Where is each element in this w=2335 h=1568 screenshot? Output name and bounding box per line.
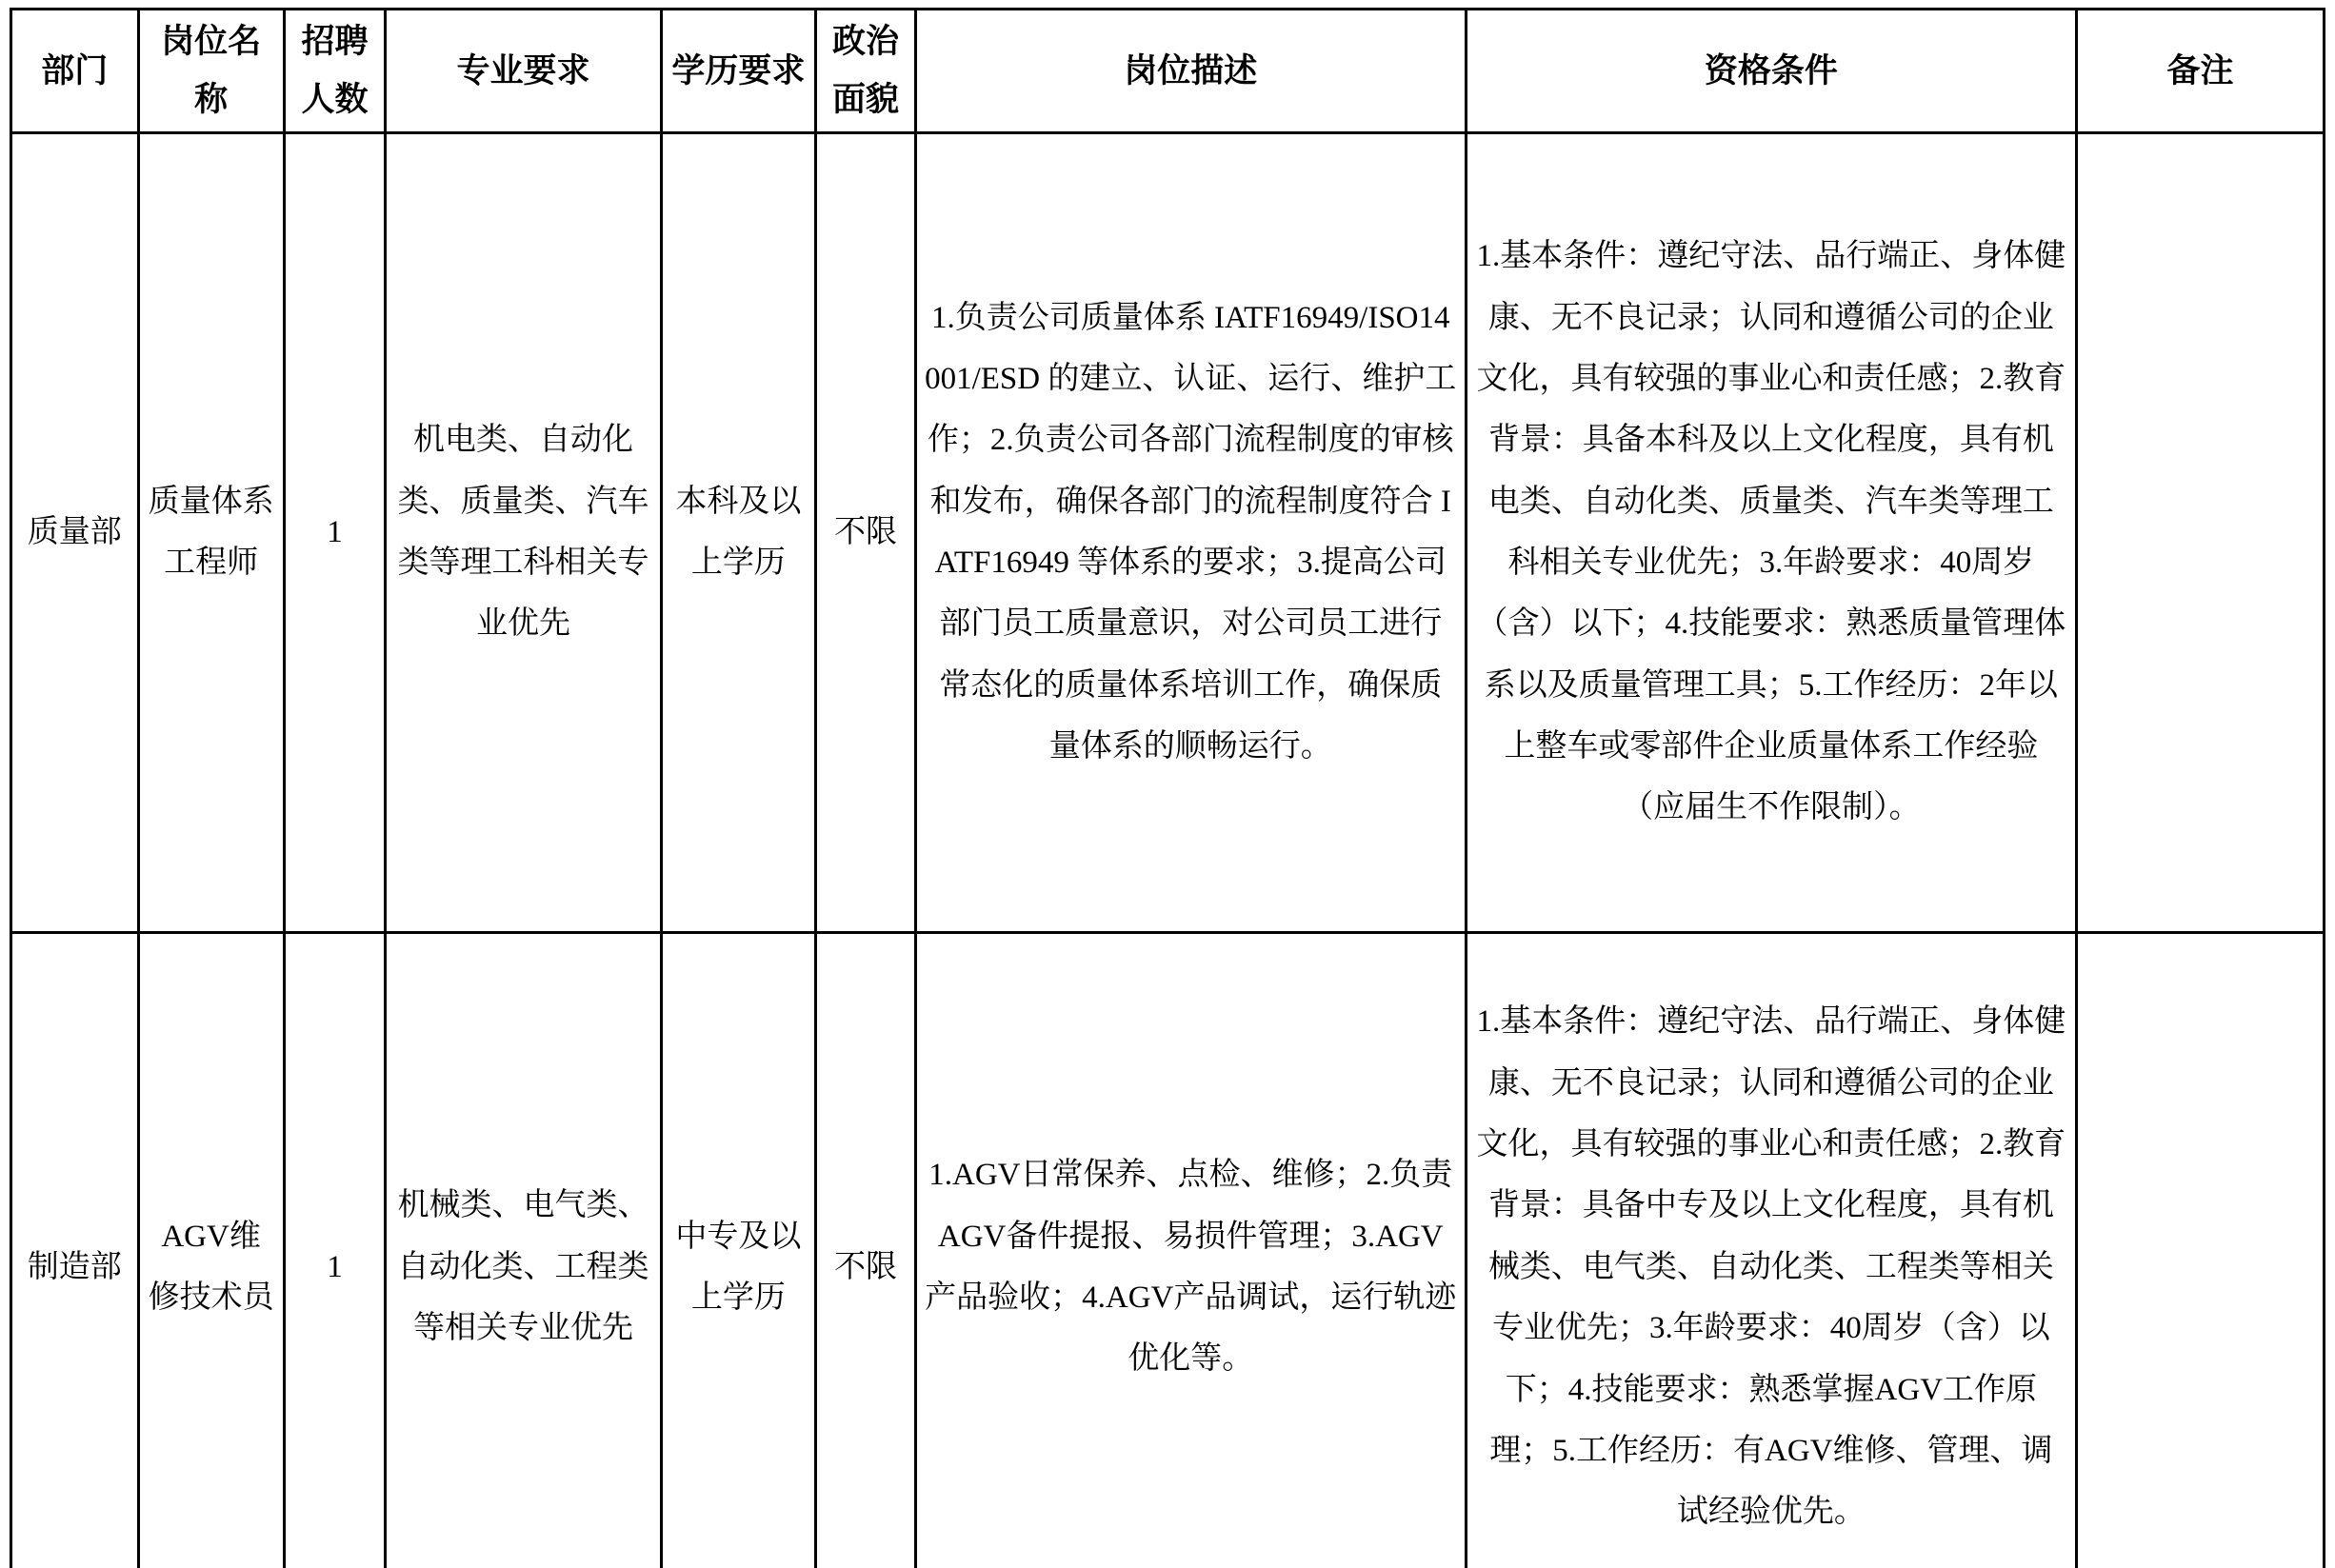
cell-qualifications: 1.基本条件：遵纪守法、品行端正、身体健康、无不良记录；认同和遵循公司的企业文化，具有较强的事业心和责任感；2.教育背景：具备中专及以上文化程度，具有机械类、电气类、自动化类、工程类等相关专业优先；3.年龄要求：40周岁（含）以下；4.技能要求：熟悉掌握AGV工作原理；5.工作经历：有AGV维修、管理、调试经验优先。 (1466, 932, 2076, 1568)
header-remark: 备注 (2077, 10, 2325, 133)
cell-political-status: 不限 (816, 132, 915, 932)
header-job-description: 岗位描述 (915, 10, 1466, 133)
header-position: 岗位名称 (138, 10, 284, 133)
table-header-row (11, 10, 2325, 133)
cell-job-description: 1.负责公司质量体系 IATF16949/ISO14001/ESD 的建立、认证、运行、维护工作；2.负责公司各部门流程制度的审核和发布，确保各部门的流程制度符合 IATF16949 等体系的要求；3.提高公司部门员工质量意识，对公司员工进行常态化的质量体系培训工作，确保质量体系的顺畅运行。 (915, 132, 1466, 932)
cell-position: AGV维修技术员 (138, 932, 284, 1568)
cell-qualifications: 1.基本条件：遵纪守法、品行端正、身体健康、无不良记录；认同和遵循公司的企业文化，具有较强的事业心和责任感；2.教育背景：具备本科及以上文化程度，具有机电类、自动化类、质量类、汽车类等理工科相关专业优先；3.年龄要求：40周岁（含）以下；4.技能要求：熟悉质量管理体系以及质量管理工具；5.工作经历：2年以上整车或零部件企业质量体系工作经验（应届生不作限制）。 (1466, 132, 2076, 932)
cell-remark (2077, 132, 2325, 932)
cell-remark (2077, 932, 2325, 1568)
header-major: 专业要求 (386, 10, 661, 133)
header-qualifications: 资格条件 (1466, 10, 2076, 133)
cell-position: 质量体系工程师 (138, 132, 284, 932)
cell-major: 机电类、自动化类、质量类、汽车类等理工科相关专业优先 (386, 132, 661, 932)
cell-political-status: 不限 (816, 932, 915, 1568)
header-education: 学历要求 (661, 10, 816, 133)
cell-education: 中专及以上学历 (661, 932, 816, 1568)
cell-department: 质量部 (11, 132, 139, 932)
recruitment-table (10, 8, 2325, 1568)
table-row (11, 932, 2325, 1568)
cell-education: 本科及以上学历 (661, 132, 816, 932)
header-headcount: 招聘人数 (284, 10, 386, 133)
cell-headcount: 1 (284, 932, 386, 1568)
cell-major: 机械类、电气类、自动化类、工程类等相关专业优先 (386, 932, 661, 1568)
cell-job-description: 1.AGV日常保养、点检、维修；2.负责AGV备件提报、易损件管理；3.AGV产品验收；4.AGV产品调试，运行轨迹优化等。 (915, 932, 1466, 1568)
cell-department: 制造部 (11, 932, 139, 1568)
cell-headcount: 1 (284, 132, 386, 932)
table-row (11, 132, 2325, 932)
header-political-status: 政治面貌 (816, 10, 915, 133)
header-department: 部门 (11, 10, 139, 133)
